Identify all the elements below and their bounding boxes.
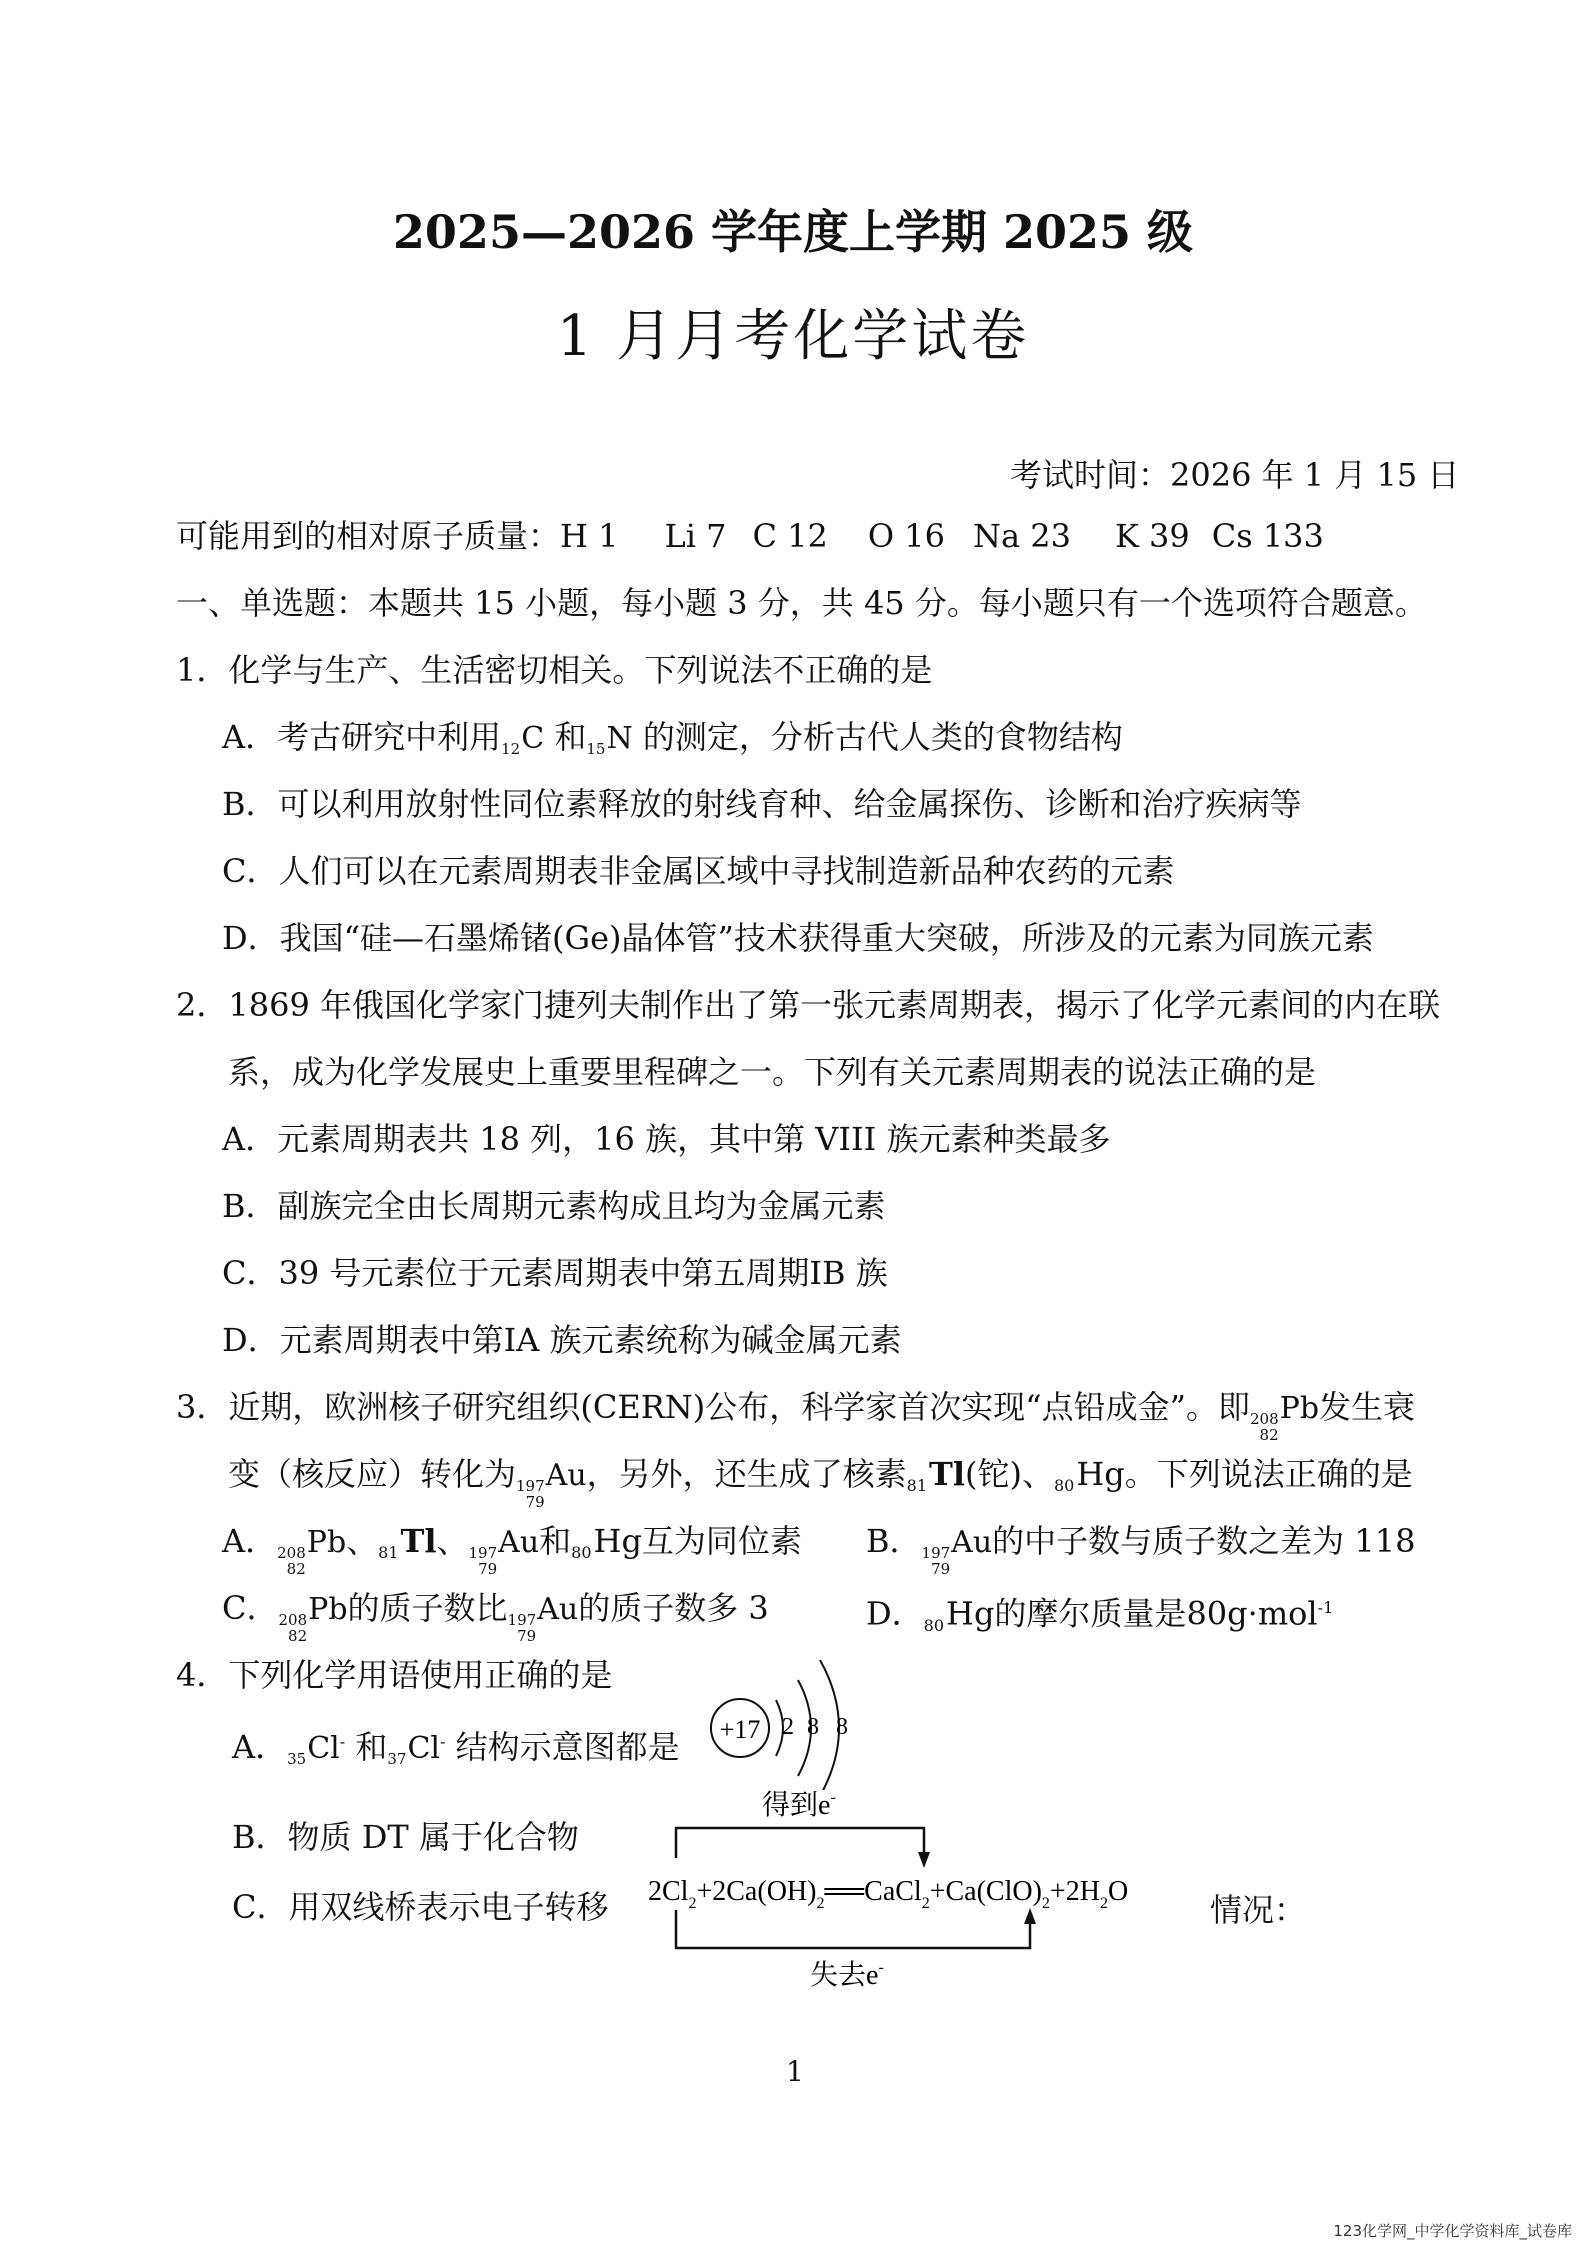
mass-o: O 16 <box>867 517 945 555</box>
q4-option-c: C．用双线桥表示电子转移 <box>232 1888 609 1926</box>
electron-transfer-diagram <box>640 1780 1200 2000</box>
shell-electrons-2: 8 <box>807 1714 819 1740</box>
atomic-masses-label: 可能用到的相对原子质量： <box>176 517 561 555</box>
mass-c: C 12 <box>752 517 828 555</box>
gain-arrow-head <box>918 1852 930 1868</box>
q1-option-c: C．人们可以在元素周期表非金属区域中寻找制造新品种农药的元素 <box>222 852 1175 890</box>
atom-structure-diagram <box>700 1640 870 1790</box>
shell-electrons-1: 2 <box>782 1714 794 1740</box>
nuclide-au197: 197 79 Au <box>516 1458 587 1511</box>
gain-bridge-line <box>676 1828 924 1858</box>
q4-option-b: B．物质 DT 属于化合物 <box>232 1818 579 1856</box>
shell-electrons-3: 8 <box>836 1714 848 1740</box>
mass-cs: Cs 133 <box>1211 517 1324 555</box>
q1-option-a: A．考古研究中利用 12 C 和 15 N 的测定，分析古代人类的食物结构 <box>222 718 1123 758</box>
mass-na: Na 23 <box>972 517 1071 555</box>
q3-option-d: D．$_{80}$Hg的摩尔质量是80g·mol$^{-1}$ <box>866 1594 1334 1635</box>
chemical-equation: $2Cl_2+2Ca(OH)_2══CaCl_2+Ca(ClO)_2+2H_2O$ <box>648 1876 1129 1912</box>
atomic-masses <box>176 516 1324 556</box>
section-heading: 一、单选题：本题共 15 小题，每小题 3 分，共 45 分。每小题只有一个选项符合题意。 <box>176 584 1427 622</box>
mass-li: Li 7 <box>664 517 727 555</box>
q3-stem-line1: 3．近期，欧洲核子研究组织(CERN)公布，科学家首次实现“点铅成金”。即 208 82 Pb发生衰 <box>176 1388 1416 1444</box>
isotope-n15: 15 N <box>586 721 633 758</box>
lose-electron-label: 失去e- <box>810 1959 884 1991</box>
q2-option-c: C．39 号元素位于元素周期表中第五周期ⅠB 族 <box>222 1254 888 1292</box>
exam-subtitle: 1 月月考化学试卷 <box>556 304 1030 369</box>
q1-stem: 1．化学与生产、生活密切相关。下列说法不正确的是 <box>176 651 933 689</box>
q3-option-c: C． 208 82 Pb的质子数比 197 79 Au的质子数多 3 <box>222 1589 769 1645</box>
lose-arrow-head <box>1024 1908 1036 1924</box>
q4-stem: 4．下列化学用语使用正确的是 <box>176 1656 613 1694</box>
q3-option-b: B． 197 79 Au的中子数与质子数之差为 118 <box>866 1522 1416 1578</box>
q4-option-a: A． 35 Cl- 和 37 Cl- 结构示意图都是 <box>232 1728 680 1768</box>
mass-k: K 39 <box>1114 517 1190 555</box>
mass-h: H 1 <box>560 517 619 555</box>
q3-option-a: A． 208 82 Pb、$_{81}$Tl、 197 79 Au和$_{80}$Hg互为同位素 <box>222 1522 802 1578</box>
q4-option-c-suffix: 情况： <box>1210 1891 1307 1929</box>
q2-option-d: D．元素周期表中第ⅠA 族元素统称为碱金属元素 <box>222 1321 902 1359</box>
q2-option-b: B．副族完全由长周期元素构成且均为金属元素 <box>222 1187 886 1225</box>
page-number: 1 <box>786 2055 804 2088</box>
gain-electron-label: 得到e- <box>762 1789 836 1821</box>
q1-option-b: B．可以利用放射性同位素释放的射线育种、给金属探伤、诊断和治疗疾病等 <box>222 785 1302 823</box>
exam-time: 考试时间：2026 年 1 月 15 日 <box>1010 456 1460 494</box>
q2-stem-line2: 系，成为化学发展史上重要里程碑之一。下列有关元素周期表的说法正确的是 <box>228 1053 1317 1091</box>
q1-option-d: D．我国“硅—石墨烯锗(Ge)晶体管”技术获得重大突破，所涉及的元素为同族元素 <box>222 919 1374 957</box>
lose-bridge-line <box>676 1910 1030 1948</box>
exam-title: 2025—2026 学年度上学期 2025 级 <box>392 205 1194 259</box>
q3-stem-line2: 变（核反应）转化为 197 79 Au，另外，还生成了核素$_{81}$Tl(铊)、$_{80}$Hg。下列说法正确的是 <box>228 1455 1413 1511</box>
q2-option-a: A．元素周期表共 18 列，16 族，其中第 VIII 族元素种类最多 <box>222 1120 1111 1158</box>
q2-stem-line1: 2．1869 年俄国化学家门捷列夫制作出了第一张元素周期表，揭示了化学元素间的内在联 <box>176 986 1440 1024</box>
nucleus-charge: +17 <box>719 1715 761 1744</box>
isotope-c12: 12 C <box>501 721 545 758</box>
nuclide-pb208: 208 82 Pb <box>1250 1391 1320 1444</box>
footer-watermark: 123化学网_中学化学资料库_试卷库 <box>1333 2222 1572 2240</box>
